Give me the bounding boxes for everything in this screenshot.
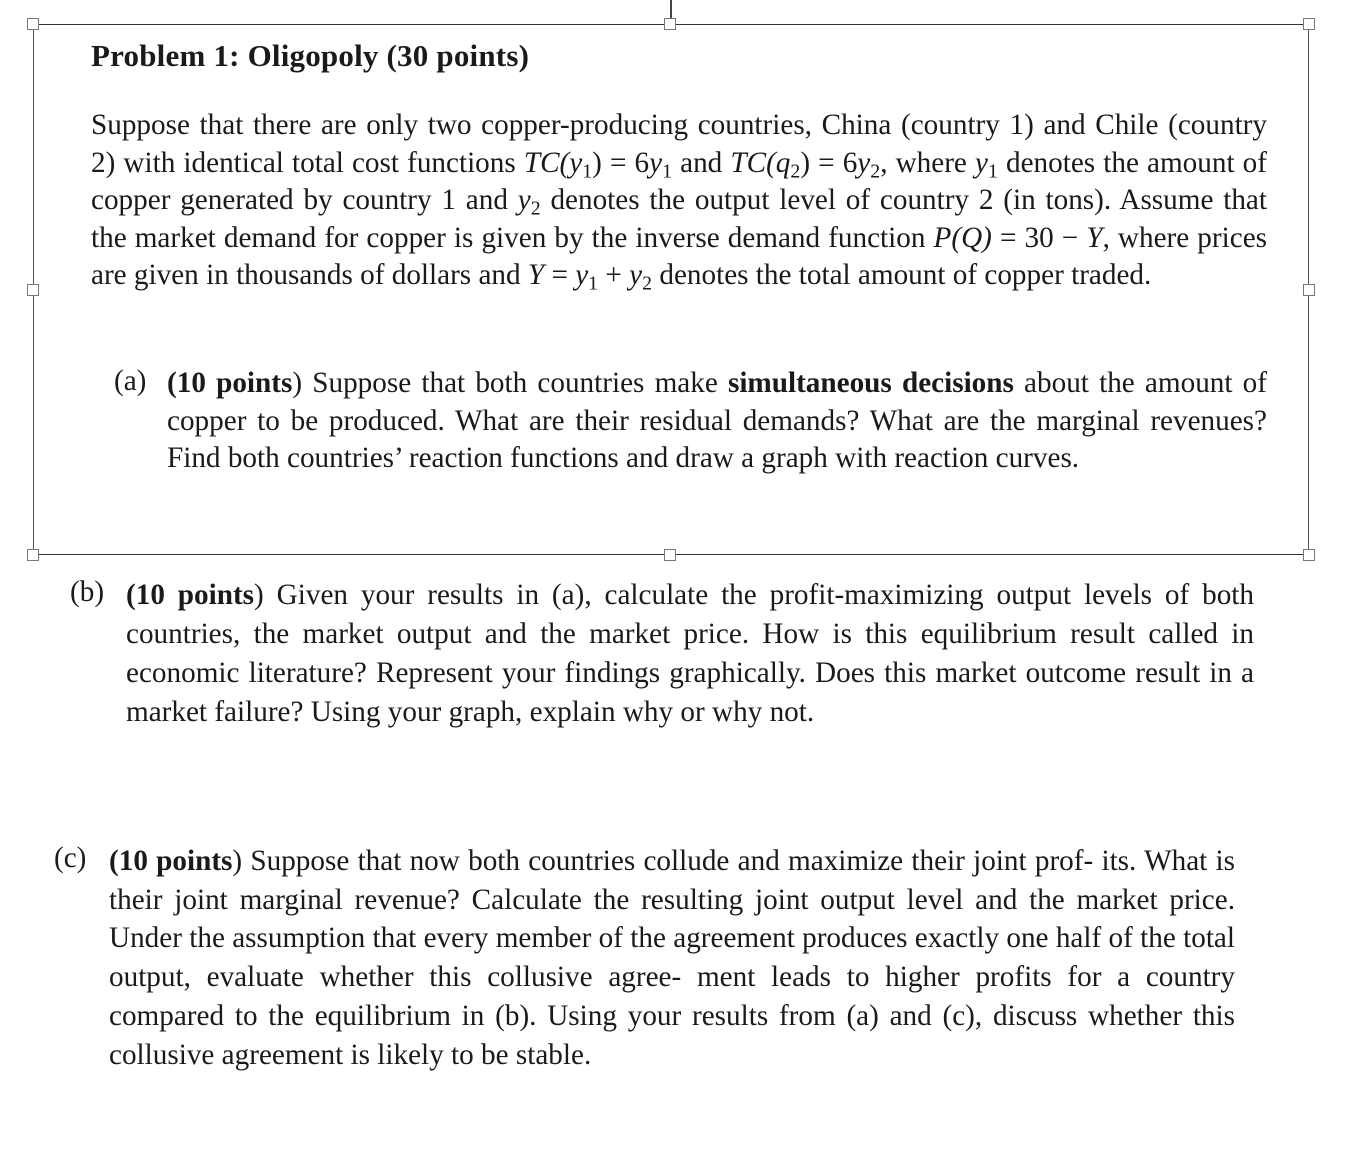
- part-a-label: (a): [114, 365, 147, 397]
- resize-handle-top-right[interactable]: [1303, 18, 1315, 30]
- resize-handle-top-left[interactable]: [27, 18, 39, 30]
- problem-intro: Suppose that there are only two copper-producing countries, China (country 1) and Chile (country 2) with identical total cost functions $TC(y_1) = 6y_1$ and $TC(q_2) = 6y_2$, where $y_1$ denotes the amount of copper generated by country 1 and $y_2$ denotes the output level of country 2 (in tons). Assume that the market demand for copper is given by the inverse demand function P(Q) = 30 − Y, where prices are given in thousands of dollars and $Y = y_1 + y_2$ denotes the total amount of copper traded.: [91, 109, 1268, 295]
- part-c-label: (c): [54, 842, 87, 874]
- resize-handle-bottom-right[interactable]: [1303, 549, 1315, 561]
- part-c-text: (10 points) Suppose that now both countries collude and maximize their joint prof- its. What is their joint marginal revenue? Calculate the resulting joint output level and the market price. Under the assumption that every member of the agreement produces exactly one half of the total output, evaluate whether this collusive agree- ment leads to higher profits for a country compared to the equilibrium in (b). Using your results from (a) and (c), discuss whether this collusive agreement is likely to be stable.: [109, 845, 1235, 1071]
- part-b-text: (10 points) Given your results in (a), calculate the profit-maximizing output levels of both countries, the market output and the market price. How is this equilibrium result called in economic literature? Represent your findings graphically. Does this market outcome result in a market failure? Using your graph, explain why or why not.: [126, 579, 1255, 728]
- problem-title: Problem 1: Oligopoly (30 points): [91, 38, 530, 73]
- part-a-text: (10 points) Suppose that both countries make simultaneous decisions about the amount of copper to be produced. What are their residual demands? What are the marginal revenues? Find both countries’ reaction functions and draw a graph with reaction curves.: [167, 367, 1267, 475]
- resize-handle-middle-left[interactable]: [27, 284, 39, 296]
- resize-handle-middle-right[interactable]: [1303, 284, 1315, 296]
- resize-handle-bottom-center[interactable]: [664, 549, 676, 561]
- resize-handle-bottom-left[interactable]: [27, 549, 39, 561]
- resize-handle-top-center[interactable]: [664, 18, 676, 30]
- part-b-label: (b): [70, 576, 105, 608]
